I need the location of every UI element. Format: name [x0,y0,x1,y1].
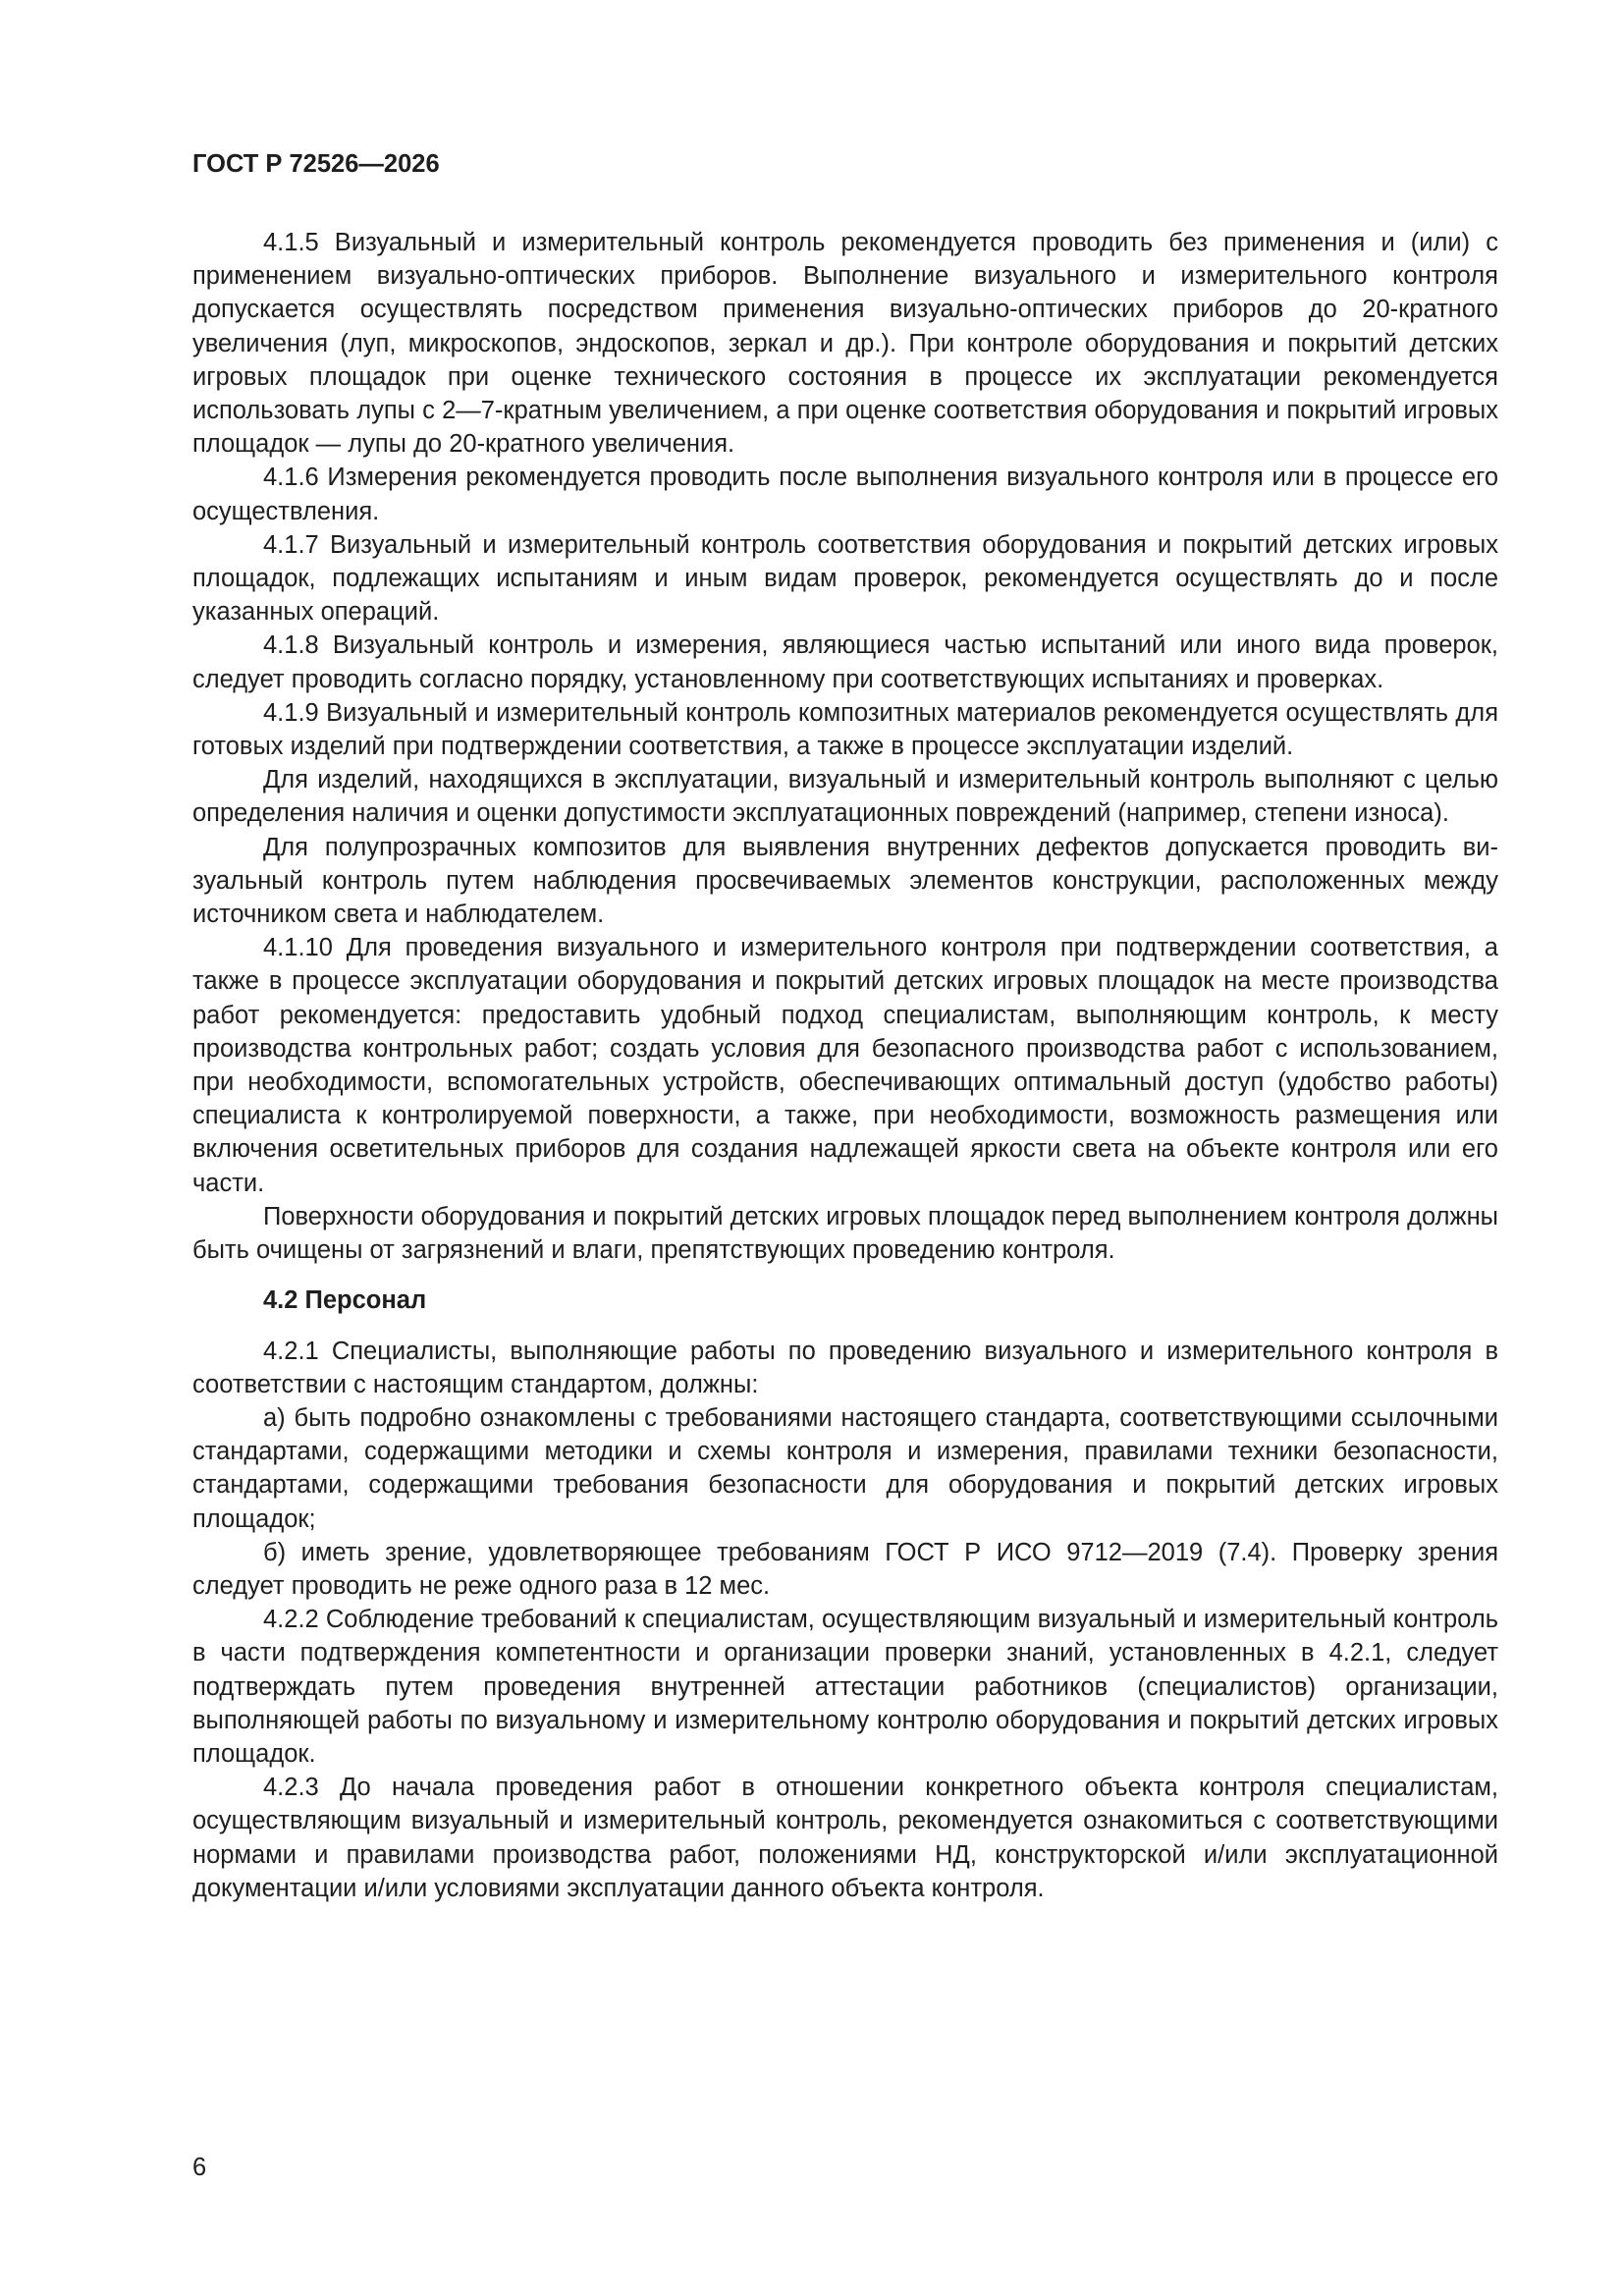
paragraph-4-1-8: 4.1.8 Визуальный контроль и измерения, являющиеся частью испытаний или иного вида проверок, следует проводить согласно порядку, установленному при соответствующих испытаниях и проверках. [192,631,1498,693]
paragraph-4-1-5: 4.1.5 Визуальный и измерительный контроль рекомендуется проводить без применения и (или) с применением визуально-оптических приборов. Выполнение визуального и измерительного контроля допускается осуществлять посредством применения визуально-оптических приборов до 20-кратного увеличения (луп, микроскопов, эндоскопов, зеркал и др.). При контроле оборудования и покрытий детских игровых площадок при оценке технического состояния в процессе их эксплуатации рекомендуется использовать лупы с 2—7-кратным увеличением, а при оценке соответствия оборудования и покрытий игровых площадок — лупы до 20-кратного увеличения. [192,229,1498,459]
document-body [192,226,1498,1905]
paragraph-4-2-3: 4.2.3 До начала проведения работ в отношении конкретного объекта контроля специалистам, осуществляющим визуальный и измерительный контроль, рекомендуется ознакомиться с соответствующими нормами и правилами производства работ, положениями НД, конструкторской и/или эксплуатационной документации и/или условиями эксплуатации данного объекта контроля. [192,1774,1498,1902]
paragraph-4-1-9-in-service: Для изделий, находящихся в эксплуатации, визуальный и измерительный контроль выполняют с целью определения наличия и оценки допустимости эксплуатационных повреждений (например, степени износа). [192,766,1498,828]
standard-code-header: ГОСТ Р 72526—2026 [192,150,440,178]
page-number: 6 [192,2154,207,2181]
paragraph-4-1-10: 4.1.10 Для проведения визуального и измерительного контроля при подтверждении соответствия, а также в процессе эксплуатации оборудования и покрытий детских игровых площадок на месте производства работ рекомендуется: предоставить удобный подход специалистам, выполняющим контроль, к месту производства контрольных работ; создать условия для безопасного производства работ с использованием, при необходимости, вспомогательных устройств, обеспечивающих оптимальный доступ (удобство работы) специалиста к контролируемой поверхности, а также, при необходимости, возможность размещения или включения осветительных приборов для создания надлежащей яркости света на объекте контроля или его части. [192,934,1498,1197]
paragraph-4-1-7: 4.1.7 Визуальный и измерительный контроль соответствия оборудования и покрытий детских игровых площадок, подлежащих испытаниям и иным видам проверок, рекомендуется осуществлять до и после указанных операций. [192,530,1498,627]
list-item-a: а) быть подробно ознакомлены с требованиями настоящего стандарта, соответствующими ссылочными стандартами, содержащими методики и схемы контроля и измерения, правилами техники безопасности, стандартами, содержащими требования безопасности для оборудования и покрытий детских игровых площадок; [192,1403,1498,1533]
paragraph-4-2-1: 4.2.1 Специалисты, выполняющие работы по проведению визуального и измерительного контроля в соответствии с настоящим стандартом, должны: [192,1337,1498,1398]
list-item-b: б) иметь зрение, удовлетворяющее требованиям ГОСТ Р ИСО 9712—2019 (7.4). Проверку зрения следует проводить не реже одного раза в 12 мес. [192,1538,1498,1600]
paragraph-4-1-10-surfaces: Поверхности оборудования и покрытий детских игровых площадок перед выполнением контроля должны быть очищены от загрязнений и влаги, препятствующих проведению контроля. [192,1202,1498,1265]
paragraph-4-1-9: 4.1.9 Визуальный и измерительный контроль композитных материалов рекомендуется осуществлять для готовых изделий при подтверждении соответствия, а также в процессе эксплуатации изделий. [192,698,1498,761]
section-heading-personnel: 4.2 Персонал [263,1286,427,1315]
paragraph-4-1-6: 4.1.6 Измерения рекомендуется проводить после выполнения визуального контроля или в процессе его осуществления. [192,464,1498,525]
paragraph-4-1-9-translucent: Для полупрозрачных композитов для выявления внутренних дефектов допускается проводить визуальный контроль путем наблюдения просвечиваемых элементов конструкции, расположенных между источником света и наблюдателем. [192,833,1498,929]
paragraph-4-2-2: 4.2.2 Соблюдение требований к специалистам, осуществляющим визуальный и измерительный контроль в части подтверждения компетентности и организации проверки знаний, установленных в 4.2.1, следует подтверждать путем проведения внутренней аттестации работников (специалистов) организации, выполняющей работы по визуальному и измерительному контролю оборудования и покрытий детских игровых площадок. [192,1606,1498,1768]
